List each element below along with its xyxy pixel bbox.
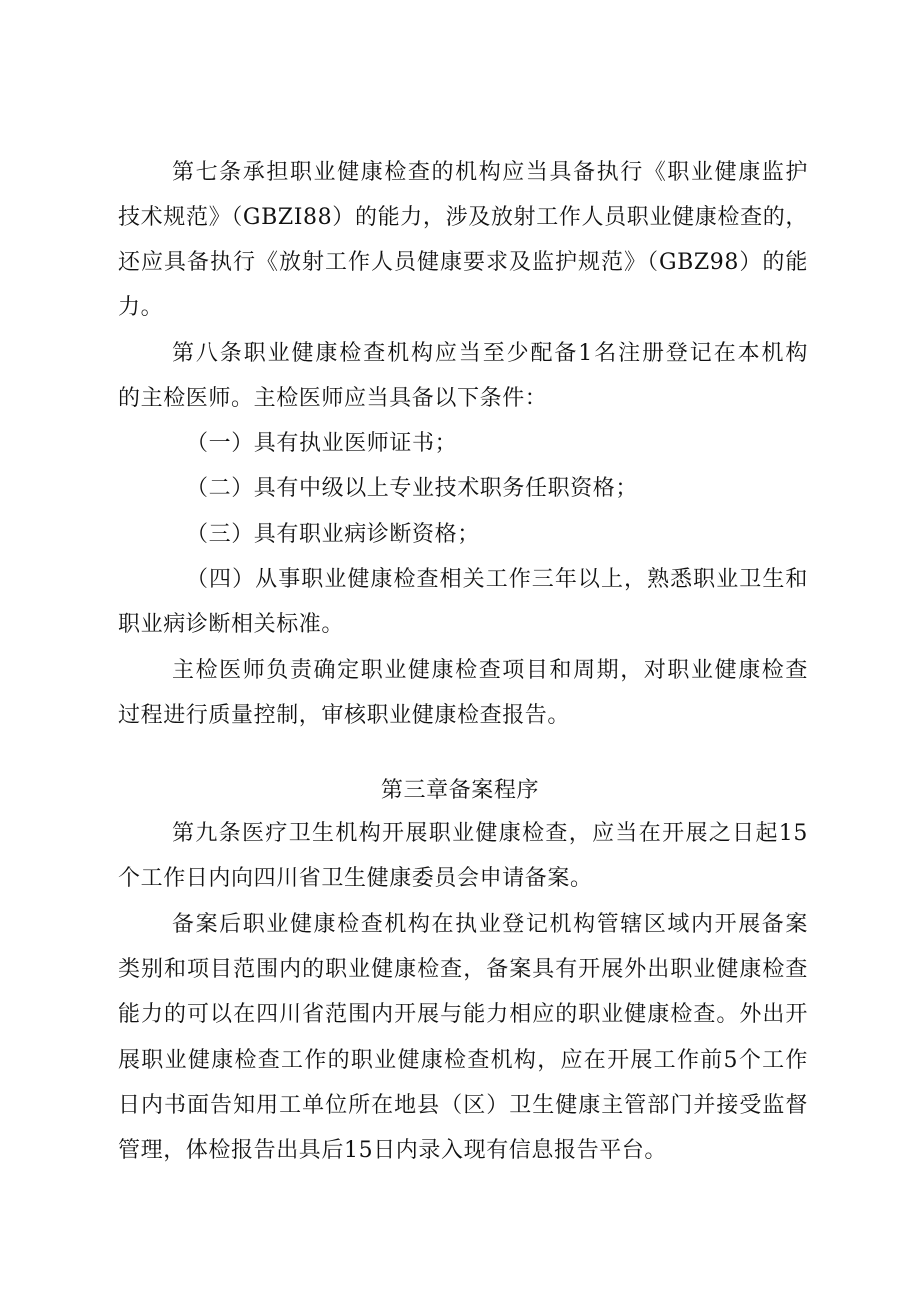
filing-paragraph-line-4: 展职业健康检查工作的职业健康检查机构，应在开展工作前5个工作 — [118, 1048, 808, 1073]
filing-paragraph-line-5: 日内书面告知用工单位所在地县（区）卫生健康主管部门并接受监督 — [118, 1093, 808, 1118]
article-9-line-1: 第九条医疗卫生机构开展职业健康检查，应当在开展之日起15 — [172, 821, 808, 846]
article-8-line-2: 的主检医师。主检医师应当具备以下条件： — [118, 386, 548, 411]
article-8-duty-line-2: 过程进行质量控制，审核职业健康检查报告。 — [118, 703, 571, 728]
article-8-item-4-line-1: （四）从事职业健康检查相关工作三年以上，熟悉职业卫生和 — [186, 567, 808, 592]
filing-paragraph-line-2: 类别和项目范围内的职业健康检查，备案具有开展外出职业健康检查 — [118, 957, 808, 982]
article-7-line-3: 还应具备执行《放射工作人员健康要求及监护规范》（GBZ98）的能 — [118, 250, 808, 275]
article-8-line-1: 第八条职业健康检查机构应当至少配备1名注册登记在本机构 — [172, 341, 808, 366]
article-8-item-2: （二）具有中级以上专业技术职务任职资格； — [186, 476, 639, 501]
article-8-item-3: （三）具有职业病诊断资格； — [186, 522, 480, 547]
filing-paragraph-line-1: 备案后职业健康检查机构在执业登记机构管辖区域内开展备案 — [172, 912, 808, 937]
chapter-3-heading: 第三章备案程序 — [380, 778, 540, 803]
article-8-item-4-line-2: 职业病诊断相关标准。 — [118, 612, 345, 637]
filing-paragraph-line-3: 能力的可以在四川省范围内开展与能力相应的职业健康检查。外出开 — [118, 1002, 808, 1027]
article-7-line-2: 技术规范》（GBZI88）的能力，涉及放射工作人员职业健康检查的， — [118, 205, 808, 230]
article-7-line-1: 第七条承担职业健康检查的机构应当具备执行《职业健康监护 — [172, 160, 808, 185]
article-9-line-2: 个工作日内向四川省卫生健康委员会申请备案。 — [118, 866, 593, 891]
article-8-duty-line-1: 主检医师负责确定职业健康检查项目和周期，对职业健康检查 — [172, 658, 808, 683]
article-8-item-1: （一）具有执业医师证书； — [186, 431, 458, 456]
filing-paragraph-line-6: 管理，体检报告出具后15日内录入现有信息报告平台。 — [118, 1138, 667, 1163]
article-7-line-4: 力。 — [118, 295, 164, 320]
